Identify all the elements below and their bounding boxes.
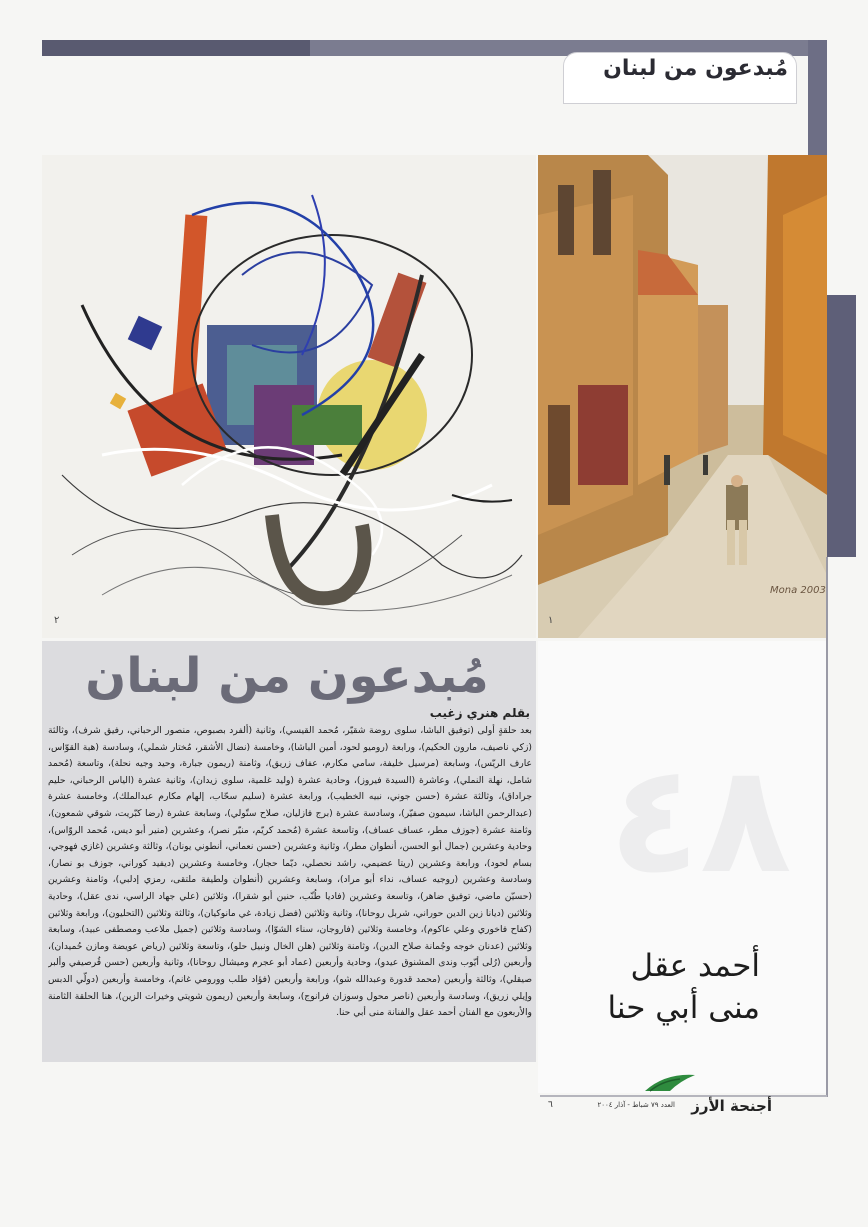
street-painting [538,155,827,638]
calligraphy-artwork [42,155,536,638]
footer-issue: العدد ٧٩ شباط - آذار ٢٠٠٤ [597,1101,675,1109]
caption-number-left: ٢ [54,615,60,626]
article-title: مُبدعون من لبنان [85,648,489,704]
feature-border [826,557,828,1097]
artist-name-2: منى أبي حنا [607,990,760,1026]
caption-number-right: ١ [548,615,554,626]
section-title: مُبدعون من لبنان [603,56,788,81]
cedar-wing-logo-icon [640,1071,700,1093]
article-body: بعد حلقةٍ أولى (توفيق الباشا، سلوى روضة شقيّر، مُحمد القيسي)، وثانية (ألفرد بصبوص، منصور الرحباني، رفيق شرف)، وثالثة (زكي ناصيف، مارون الحكيم)، ورابعة (روميو لحود، أمين الباشا)، وخامسة (نضال الأشقر، مُختار شملي)، وسادسة (هبة القوّاس، عارف الريّس)، وسابعة (مرسيل خليفة، سامي مكارم، عفاف زريق)، وثامنة (ريمون جبارة، وحيد وجيه نحلة)، وتاسعة (مُحمد شامل، نهلة النملي)، وعاشرة (السيدة فيروز)، وحادية عشرة (وليد غلمية، سلوى زيدان)، وثانية عشرة (الياس الرحباني، حليم جراداق)، وثالثة عشرة (حسن جوني، نبيه الخطيب)، ورابعة عشرة (سليم سحّاب، إلهام مكارم عبدالملك)، وخامسة عشرة (عبدالرحمن الباشا، سيمون صفيّر)، وسادسة عشرة (برج فازليان، صلاح ستّولي)، وسابعة عشرة (رضا كبّريت، شوقي شمعون)، وثامنة عشرة (جوزف مطر، عساف عساف)، وتاسعة عشرة (مُحمد كريّم، منيّر نصر)، وعشرين (منير أبو ديس، مُحمد الروّاس)، وحادية وعشرين (جمال أبو الحسن، أنطوان مطر)، وثانية وعشرين (حسن نعماني، أنطوني يونان)، وثالثة وعشرين (غازي فهوجي، بسام لحود)، ورابعة وعشرين (ريتا عضيمي، راشد نحصلي، ديّما حجار)، وخامسة وعشرين (ديفيد كوراني، جوزف بو نصار)، وسادسة وعشرين (روجيه عساف، نداء أبو مراد)، وسابعة وعشرين (أنطوان ولطيفة ملتقى، رمزي إدلبي)، وثامنة وعشرين (حسيّن ماضي، توفيق ضاهر)، وتاسعة وعشرين (فاديا طُنّب، حنين أبو شقرا)، وثلاثين (علي جهاد الراسي، ندى عقل)، وحادية وثلاثين (ديانا زين الدين حوراني، شربل روحانا)، وثانية وثلاثين (فضل زيادة، غي مانوكيان)، وثالثة وثلاثين (التحليون)، ورابعة وثلاثين (كفاح فاخوري وعلي عاكوم)، وخامسة وثلاثين (فاروجان، سناء الشوّا)، وسادسة وثلاثين (جميل ملاعب ومصطفى عبيد)، وسابعة وثلاثين (عدنان خوجه وجُمانة صلاح الدين)، وثامنة وثلاثين (هلن الخال ونبيل حلو)، وتاسعة وثلاثين (رياض عويضة ومازن حُميدان)، وأربعين (رُلى أيّوب وندى المشنوق عيدو)، وحادية وأربعين (عماد أبو عجرم وميشال روحانا)، وثانية وأربعين (حسن قُرصيفي وألبر صيقلي)، وثالثة وأربعين (محمد قدورة وعبدالله شو)، ورابعة وأربعين (فؤاد طلب وورومي غانم)، وخامسة وأربعين (دولّي الدبس وإيلي زريق)، وسادسة وأربعين (ناصر محول وسوزان فرانوج)، وسابعة وأربعين (ريمون شويتي وخيرات الزين)، هنا الحلقة الثامنة والأربعون مع الفنان أحمد عقل والفنانة منى أبي حنا. [48,725,532,1019]
calligraphy-artwork-drawing [42,155,536,638]
artist-name-1: أحمد عقل [630,948,760,984]
page-number: ٦ [548,1100,553,1110]
painter-signature: Mona 2003 [770,585,826,596]
article-byline: بقلم هنري زغيب [429,706,530,720]
artist-names [560,945,760,1029]
footer-brand: أجنحة الأرز [691,1097,772,1115]
episode-number: ٤٨ [608,733,792,907]
street-painting-drawing [538,155,827,638]
